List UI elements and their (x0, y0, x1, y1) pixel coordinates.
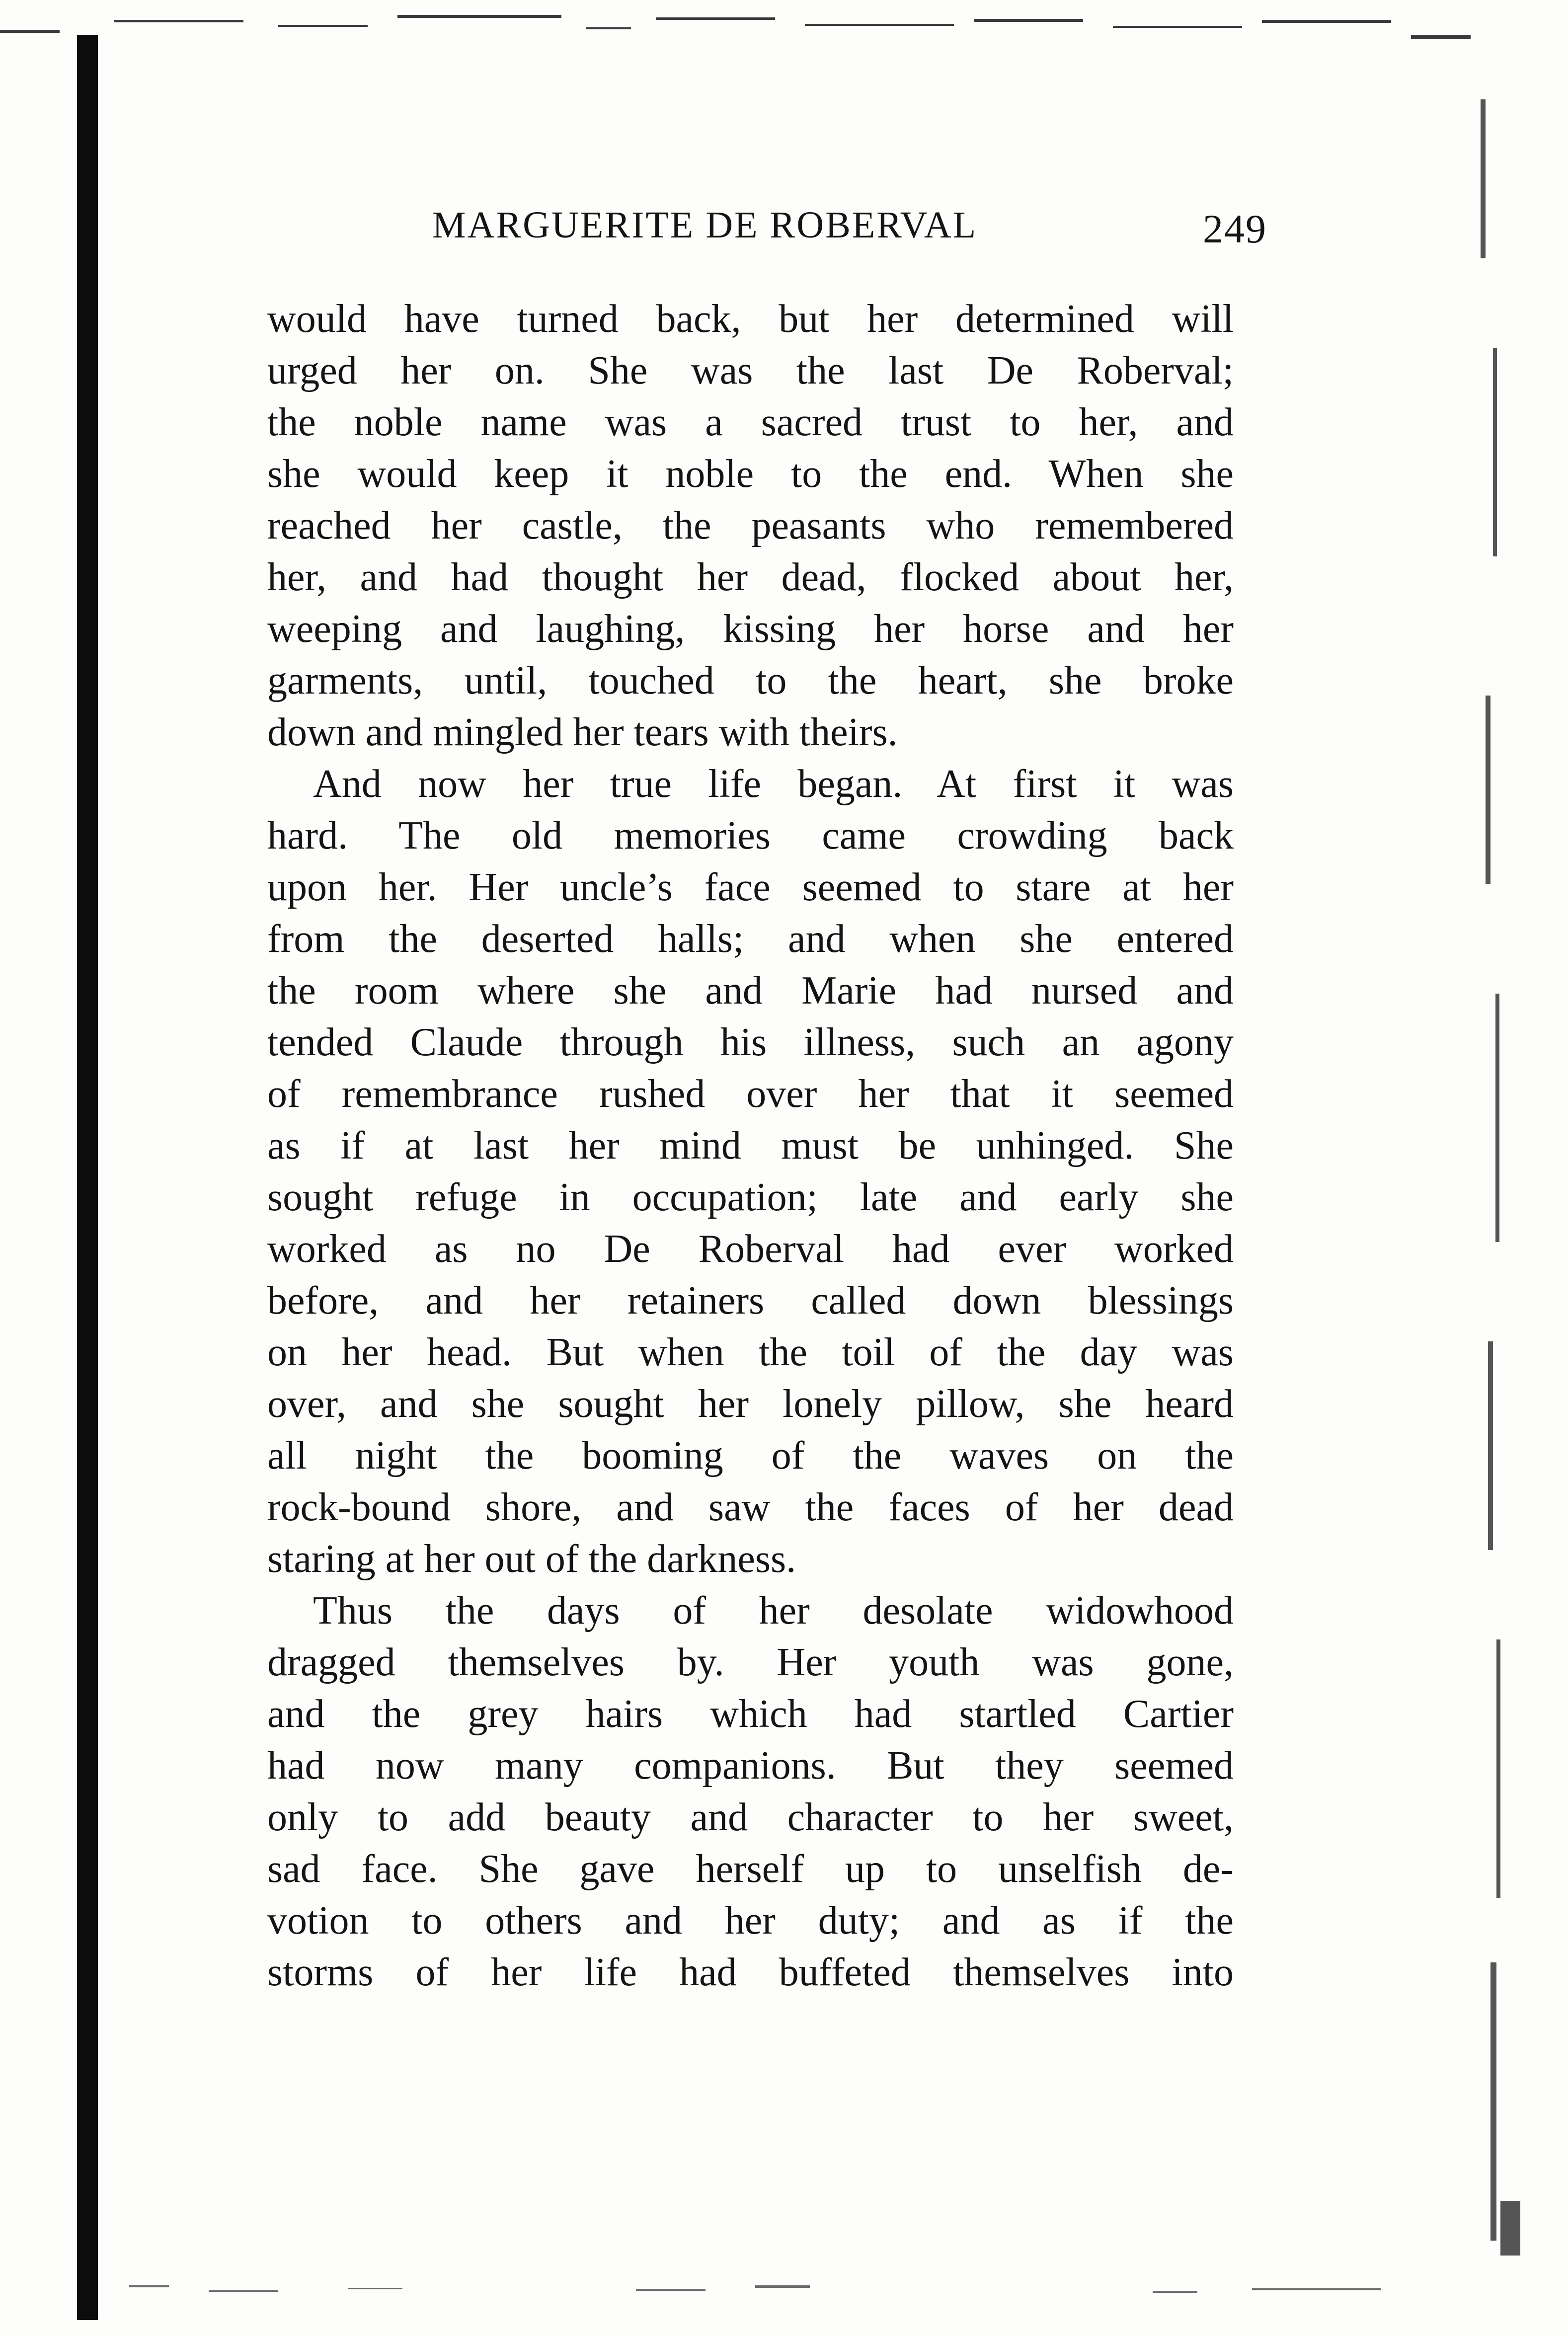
running-head (268, 204, 1267, 263)
text-line: sought refuge in occupation; late and early she (267, 1175, 1234, 1219)
text-line: votion to others and her duty; and as if the (267, 1899, 1234, 1943)
text-line: Thus the days of her desolate widowhood (313, 1589, 1234, 1633)
body-text (267, 293, 1234, 1998)
text-line: had now many companions. But they seemed (267, 1744, 1234, 1788)
page-number: 249 (1203, 206, 1267, 251)
paragraph (267, 1585, 1234, 1998)
text-line: dragged themselves by. Her youth was gone, (267, 1640, 1234, 1684)
text-line: on her head. But when the toil of the day was (267, 1330, 1234, 1374)
text-line: would have turned back, but her determined will (267, 297, 1234, 341)
text-line: rock-bound shore, and saw the faces of her dead (267, 1485, 1234, 1529)
text-line: sad face. She gave herself up to unselfish de- (267, 1847, 1234, 1891)
text-line: storms of her life had buffeted themselves into (267, 1950, 1234, 1994)
running-title: MARGUERITE DE ROBERVAL (432, 204, 978, 246)
text-line: garments, until, touched to the heart, she broke (267, 659, 1234, 702)
text-line: upon her. Her uncle’s face seemed to stare at her (267, 865, 1234, 909)
paragraph (267, 293, 1234, 758)
text-line: And now her true life began. At first it was (313, 762, 1234, 806)
binding-gutter-shadow (77, 35, 98, 2320)
text-line: she would keep it noble to the end. When she (267, 452, 1234, 496)
text-line: down and mingled her tears with theirs. (267, 710, 898, 754)
text-line: from the deserted halls; and when she entered (267, 917, 1234, 961)
text-line: reached her castle, the peasants who remembered (267, 504, 1234, 547)
text-line: weeping and laughing, kissing her horse and her (267, 607, 1234, 651)
text-line: the room where she and Marie had nursed and (267, 969, 1234, 1012)
text-line: as if at last her mind must be unhinged. She (267, 1124, 1234, 1168)
text-line: of remembrance rushed over her that it seemed (267, 1072, 1234, 1116)
right-edge-scan-noise (1451, 0, 1568, 2336)
text-line: only to add beauty and character to her sweet, (267, 1795, 1234, 1839)
text-line: worked as no De Roberval had ever worked (267, 1227, 1234, 1271)
text-line: tended Claude through his illness, such an agony (267, 1020, 1234, 1064)
text-line: staring at her out of the darkness. (267, 1537, 796, 1581)
text-line: and the grey hairs which had startled Cartier (267, 1692, 1234, 1736)
text-line: before, and her retainers called down blessings (267, 1279, 1234, 1323)
bottom-edge-scan-noise (0, 2265, 1568, 2336)
text-line: over, and she sought her lonely pillow, she heard (267, 1382, 1234, 1426)
text-line: hard. The old memories came crowding back (267, 814, 1234, 857)
text-line: all night the booming of the waves on the (267, 1434, 1234, 1478)
text-line: the noble name was a sacred trust to her, and (267, 400, 1234, 444)
paragraph (267, 758, 1234, 1585)
top-edge-scan-noise (0, 0, 1568, 75)
text-line: her, and had thought her dead, flocked about her, (267, 555, 1234, 599)
text-line: urged her on. She was the last De Roberval; (267, 349, 1234, 392)
